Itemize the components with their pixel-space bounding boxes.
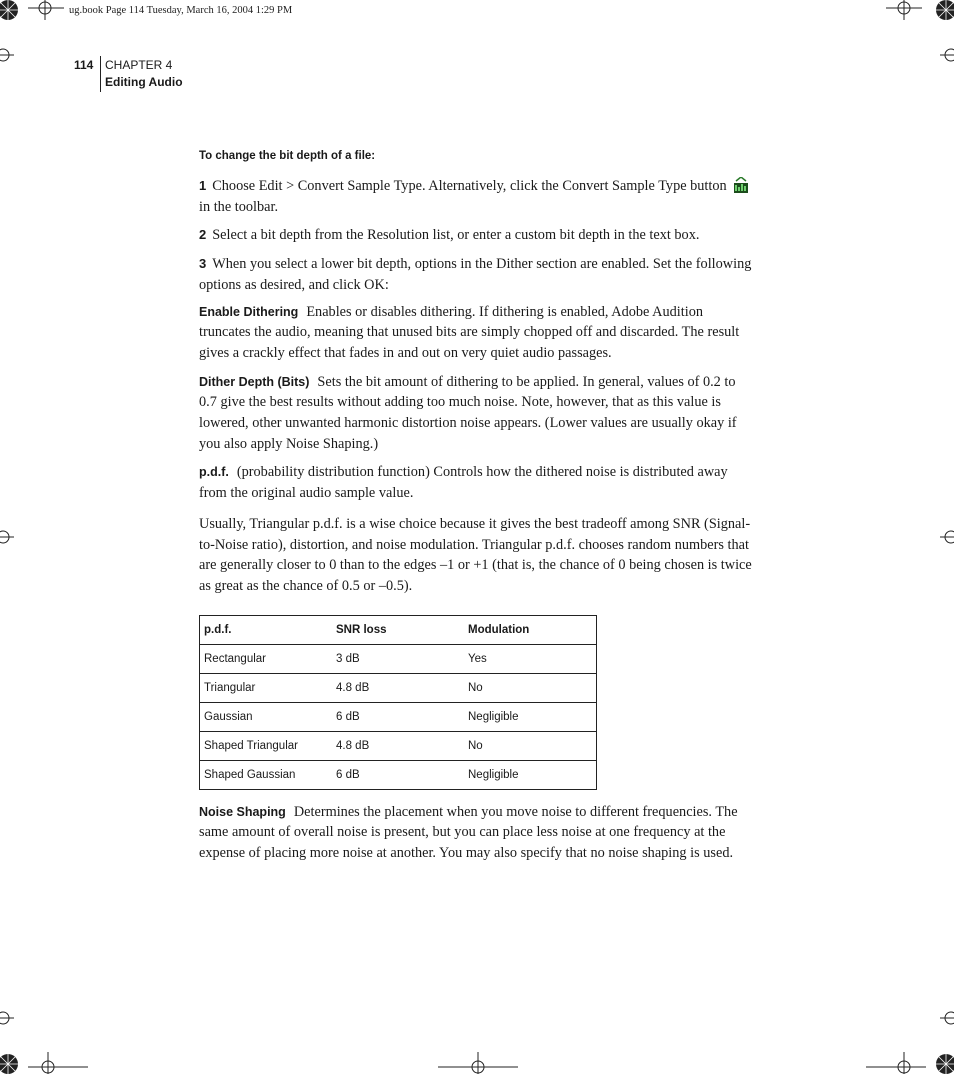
step-number: 1: [199, 178, 207, 193]
table-cell: Negligible: [464, 760, 597, 789]
step-text: Select a bit depth from the Resolution list, or enter a custom bit depth in the text box.: [212, 227, 700, 244]
crosshair-top-right-icon: [886, 0, 926, 24]
option-description: (probability distribution function) Controls how the dithered noise is distributed away from the original audio sample value.: [199, 464, 728, 502]
chapter-label: CHAPTER 4: [105, 58, 173, 72]
option-term: Enable Dithering: [199, 304, 299, 319]
chapter-header: [105, 57, 183, 91]
option-enable-dithering: [199, 302, 754, 364]
table-cell: 6 dB: [332, 760, 464, 789]
table-row: [200, 644, 597, 673]
print-slug: ug.book Page 114 Tuesday, March 16, 2004 1:29 PM: [69, 5, 293, 16]
option-term: Dither Depth (Bits): [199, 374, 310, 389]
procedure-heading: To change the bit depth of a file:: [199, 150, 376, 162]
crosshair-left-bottom-icon: [0, 1003, 16, 1033]
step-3: [199, 254, 754, 295]
option-description: Enables or disables dithering. If dithering is enabled, Adobe Audition truncates the audio, meaning that unused bits are simply chopped off and discarded. The result gives a crackly effect that fades in and out on very quiet audio passages.: [199, 303, 740, 361]
table-cell: Shaped Triangular: [200, 731, 333, 760]
table-cell: Yes: [464, 644, 597, 673]
column-header: p.d.f.: [200, 615, 333, 644]
option-pdf: [199, 462, 754, 503]
chapter-title: Editing Audio: [105, 75, 183, 89]
convert-sample-type-icon: [734, 177, 748, 193]
table-row: [200, 673, 597, 702]
pdf-comparison-table: [199, 615, 597, 790]
crosshair-bottom-right-icon: [866, 1052, 926, 1074]
registration-mark-bottom-right-icon: [930, 1044, 954, 1074]
crosshair-bottom-center-icon: [438, 1052, 518, 1074]
option-description: Determines the placement when you move noise to different frequencies. The same amount of overall noise is present, but you can place less noise at one frequency at the expense of placing more noise at another. You may also specify that no noise shaping is used.: [199, 803, 738, 862]
table-row: [200, 731, 597, 760]
table-cell: No: [464, 731, 597, 760]
option-term: Noise Shaping: [199, 804, 286, 819]
step-text: When you select a lower bit depth, options in the Dither section are enabled. Set the following options as desired, and click OK:: [199, 256, 752, 293]
crosshair-right-middle-icon: [938, 522, 954, 552]
step-1: [199, 176, 754, 217]
column-header: Modulation: [464, 615, 597, 644]
table-cell: Rectangular: [200, 644, 333, 673]
table-cell: No: [464, 673, 597, 702]
body-column: [199, 150, 754, 872]
table-cell: Shaped Gaussian: [200, 760, 333, 789]
crosshair-left-middle-icon: [0, 522, 16, 552]
crosshair-bottom-left-icon: [28, 1052, 88, 1074]
crosshair-right-top-icon: [938, 40, 954, 70]
page-number: 114: [74, 58, 94, 72]
table-row: [200, 760, 597, 789]
registration-mark-top-right-icon: [930, 0, 954, 30]
crosshair-left-top-icon: [0, 40, 16, 70]
registration-mark-bottom-left-icon: [0, 1044, 30, 1074]
option-description: Sets the bit amount of dithering to be applied. In general, values of 0.2 to 0.7 give the best results without adding too much noise. Note, however, that as this value is lowered, other unwanted harmonic distortion noise appears. (Lower values are usually okay if you also apply Noise Shaping.): [199, 373, 737, 452]
table-cell: 4.8 dB: [332, 673, 464, 702]
option-dither-depth: [199, 372, 754, 455]
crosshair-top-left-icon: [28, 0, 68, 24]
table-cell: Negligible: [464, 702, 597, 731]
step-text: Choose Edit > Convert Sample Type. Alternatively, click the Convert Sample Type button: [212, 178, 727, 194]
step-text-end: in the toolbar.: [199, 198, 279, 215]
crosshair-right-bottom-icon: [938, 1003, 954, 1033]
option-term: p.d.f.: [199, 465, 229, 480]
table-cell: Triangular: [200, 673, 333, 702]
table-cell: 6 dB: [332, 702, 464, 731]
step-number: 3: [199, 256, 207, 272]
step-2: [199, 225, 754, 246]
table-cell: Gaussian: [200, 702, 333, 731]
step-number: 2: [199, 227, 207, 243]
column-header: SNR loss: [332, 615, 464, 644]
header-divider: [100, 56, 101, 92]
table-cell: 3 dB: [332, 644, 464, 673]
table-header-row: [200, 615, 597, 644]
table-cell: 4.8 dB: [332, 731, 464, 760]
table-row: [200, 702, 597, 731]
pdf-explanation-paragraph: Usually, Triangular p.d.f. is a wise choice because it gives the best tradeoff among SNR (Signal-to-Noise ratio), distortion, and noise modulation. Triangular p.d.f. chooses random numbers that are generally closer to 0 than to the edges –1 or +1 (that is, the chance of 0 being chosen is twice as great as the chance of 0.5 or –0.5).: [199, 515, 752, 594]
option-noise-shaping: [199, 802, 754, 864]
